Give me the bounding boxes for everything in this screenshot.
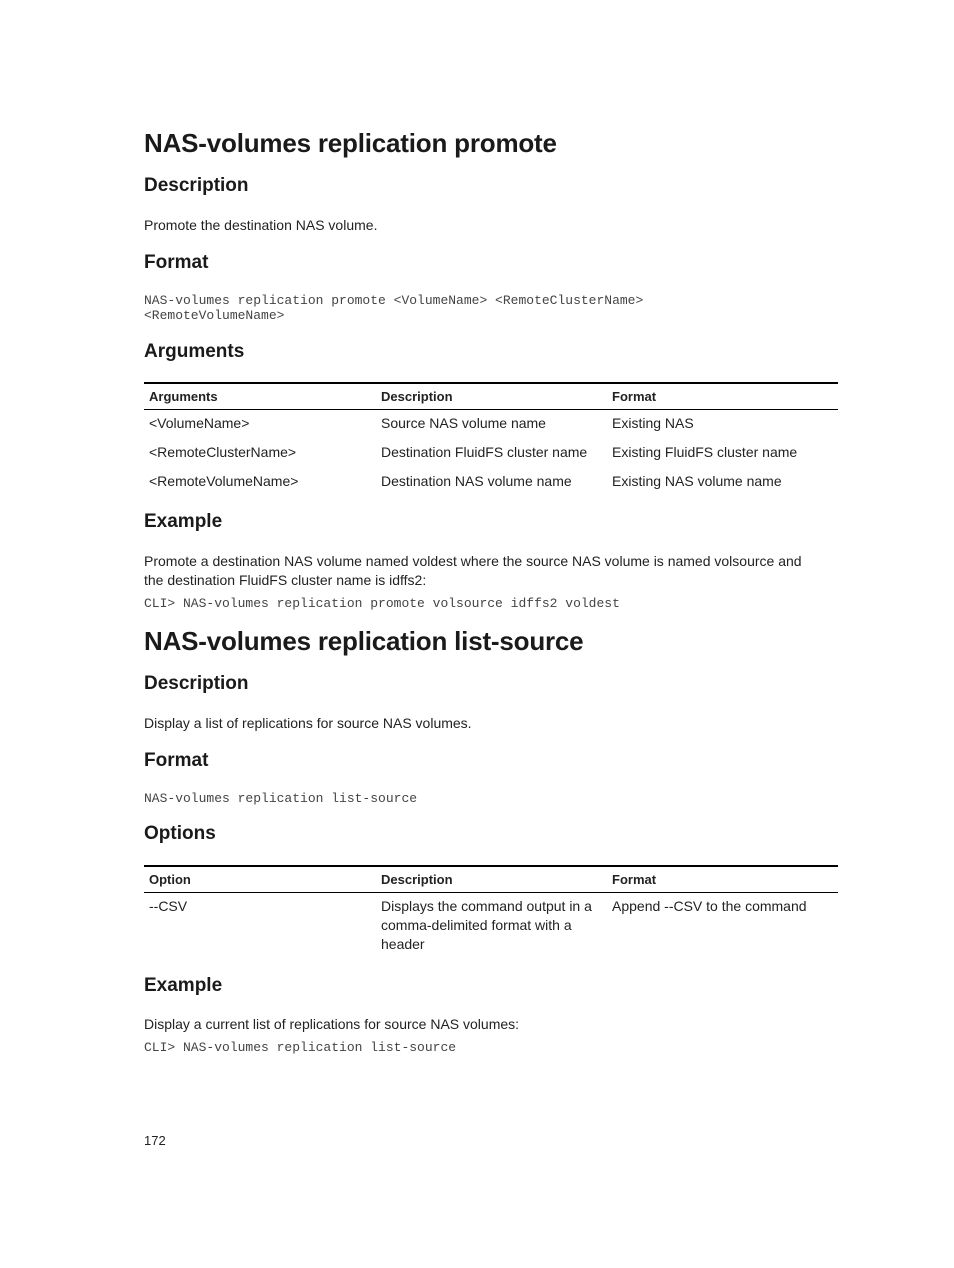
- table-cell: Append --CSV to the command: [612, 898, 807, 914]
- arguments-heading: Arguments: [144, 341, 245, 362]
- format-heading: Format: [144, 252, 209, 273]
- page-number: 172: [144, 1133, 166, 1148]
- table-row: [144, 893, 838, 959]
- section-title-promote: NAS-volumes replication promote: [144, 128, 557, 158]
- example-heading: Example: [144, 511, 223, 532]
- arguments-table: [144, 382, 838, 497]
- table-header-row: [144, 383, 838, 410]
- table-cell: Destination FluidFS cluster name: [381, 444, 588, 460]
- table-header-cell: Description: [376, 866, 607, 893]
- table-cell: <RemoteVolumeName>: [149, 473, 299, 489]
- format-code: [144, 293, 643, 323]
- table-header-cell: Format: [607, 383, 838, 410]
- table-cell: Existing NAS: [612, 415, 694, 431]
- table-cell: Displays the command output in a comma-delimited format with a header: [381, 898, 592, 952]
- table-row: [144, 410, 838, 440]
- table-cell: Existing FluidFS cluster name: [612, 444, 798, 460]
- example-text: Display a current list of replications for source NAS volumes:: [144, 1016, 520, 1032]
- table-header-cell: Format: [607, 866, 838, 893]
- description-heading: Description: [144, 175, 249, 196]
- table-row: [144, 439, 838, 468]
- table-cell: <RemoteClusterName>: [149, 444, 297, 460]
- format-code-line: <RemoteVolumeName>: [144, 308, 285, 323]
- table-cell: Existing NAS volume name: [612, 473, 782, 489]
- table-header-cell: Arguments: [144, 383, 376, 410]
- format-code: NAS-volumes replication list-source: [144, 791, 418, 806]
- description-text: Promote the destination NAS volume.: [144, 217, 378, 233]
- table-cell: Destination NAS volume name: [381, 473, 572, 489]
- options-table: [144, 865, 838, 958]
- table-row: [144, 468, 838, 497]
- table-cell: --CSV: [149, 898, 188, 914]
- example-heading: Example: [144, 975, 223, 996]
- table-header-cell: Description: [376, 383, 607, 410]
- section-title-list-source: NAS-volumes replication list-source: [144, 626, 584, 656]
- format-code-line: NAS-volumes replication promote <VolumeName> <RemoteClusterName>: [144, 293, 644, 308]
- example-command: CLI> NAS-volumes replication list-source: [144, 1040, 457, 1055]
- table-cell: Source NAS volume name: [381, 415, 546, 431]
- format-heading: Format: [144, 750, 209, 771]
- example-command: CLI> NAS-volumes replication promote volsource idffs2 voldest: [144, 596, 620, 611]
- example-text: Promote a destination NAS volume named voldest where the source NAS volume is named volsource and the destination FluidFS cluster name is idffs2:: [144, 553, 802, 588]
- options-heading: Options: [144, 823, 216, 844]
- table-header-cell: Option: [144, 866, 376, 893]
- table-cell: <VolumeName>: [149, 415, 250, 431]
- description-heading: Description: [144, 673, 249, 694]
- description-text: Display a list of replications for source NAS volumes.: [144, 715, 472, 731]
- table-header-row: [144, 866, 838, 893]
